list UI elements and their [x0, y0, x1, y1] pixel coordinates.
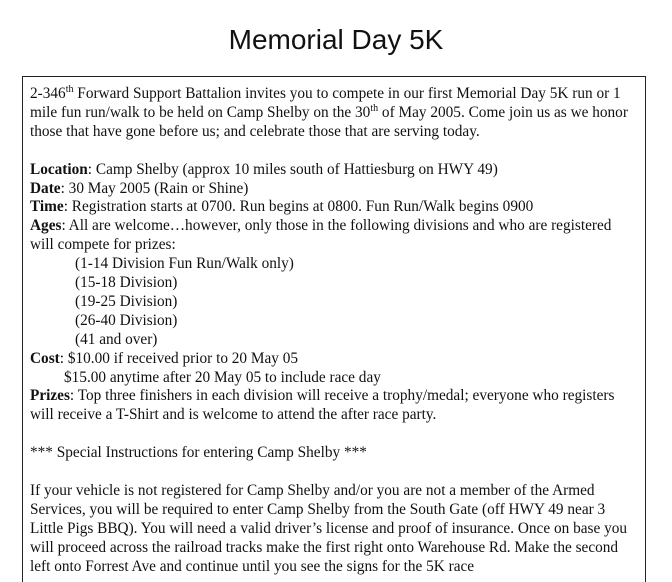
flyer-content-box: [22, 76, 646, 582]
date-line: [30, 180, 631, 199]
division-item: (41 and over): [75, 330, 158, 348]
location-label: Location: [30, 160, 88, 178]
intro-paragraph: [30, 85, 631, 142]
location-value: : Camp Shelby (approx 10 miles south of Hattiesburg on HWY 49): [87, 160, 498, 178]
date-ordinal: th: [370, 102, 379, 114]
ages-line: [30, 217, 631, 255]
ages-value: : All are welcome…however, only those in the following divisions and who are registered will compete for prizes:: [30, 217, 612, 254]
unit-number: 2-346: [30, 85, 66, 102]
cost-label: Cost: [30, 349, 60, 367]
time-value: : Registration starts at 0700. Run begins at 0800. Fun Run/Walk begins 0900: [63, 198, 534, 216]
intro-rest: of May 2005. Come join us as we honor those that have gone before us; and celebrate those that are serving today.: [30, 103, 628, 140]
division-item: (19-25 Division): [75, 292, 178, 310]
division-item: (26-40 Division): [75, 311, 178, 329]
ages-label: Ages: [30, 217, 62, 235]
unit-ordinal: th: [65, 83, 74, 95]
cost-line-late: $15.00 anytime after 20 May 05 to include race day: [64, 368, 381, 386]
prizes-line: [30, 387, 631, 425]
prizes-value: : Top three finishers in each division will receive a trophy/medal; everyone who registers will receive a T-Shirt and is welcome to attend the after race party.: [30, 387, 615, 424]
intro-text: Forward Support Battalion invites you to compete in our first Memorial Day 5K run or 1 mile fun run/walk to be held on Camp Shelby on the 30: [30, 85, 621, 121]
division-item: (15-18 Division): [75, 274, 178, 292]
date-label: Date: [30, 179, 61, 197]
cost-value: : $10.00 if received prior to 20 May 05: [59, 349, 299, 367]
instructions-paragraph: If your vehicle is not registered for Camp Shelby and/or you are not a member of the Armed Services, you will be required to enter Camp Shelby from the South Gate (off HWY 49 near 3 Little Pigs BBQ). You will need a valid driver’s license and proof of insurance. Once on base you will proceed across the railroad tracks make the first right onto Warehouse Rd. Make the second left onto Forrest Ave and continue until you see the signs for the 5K race: [30, 481, 628, 575]
time-line: [30, 198, 631, 217]
date-value: : 30 May 2005 (Rain or Shine): [60, 179, 249, 197]
division-item: (1-14 Division Fun Run/Walk only): [75, 255, 294, 273]
prizes-label: Prizes: [30, 387, 70, 405]
time-label: Time: [30, 198, 64, 216]
page-title: Memorial Day 5K: [228, 24, 444, 55]
location-line: [30, 161, 631, 180]
special-instructions-heading: *** Special Instructions for entering Camp Shelby ***: [30, 444, 367, 462]
cost-line: [30, 350, 631, 369]
